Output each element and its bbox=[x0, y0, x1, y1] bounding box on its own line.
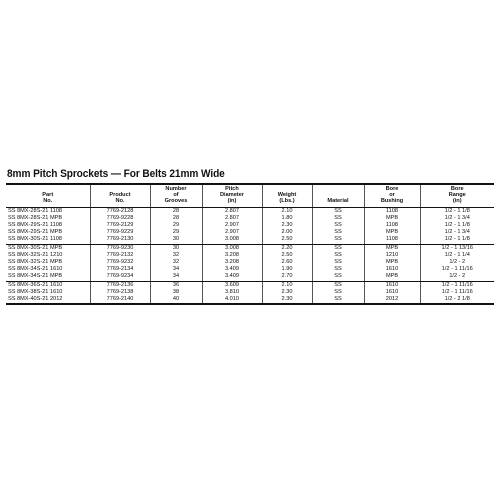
pitch-diameter-cell: 3.008 bbox=[202, 244, 262, 252]
product-no-cell: 7769-2128 bbox=[90, 207, 150, 215]
grooves-cell: 36 bbox=[150, 281, 202, 289]
pitch-diameter-cell: 3.609 bbox=[202, 281, 262, 289]
material-cell: SS bbox=[312, 296, 364, 304]
header-line: (in) bbox=[452, 198, 462, 205]
header-line: of bbox=[173, 192, 179, 199]
part-no-cell: SS 8MX-34S-21 MPB bbox=[6, 273, 90, 281]
product-no-cell: 7769-2140 bbox=[90, 296, 150, 304]
header-line: No. bbox=[115, 198, 125, 205]
bore-cell: 1108 bbox=[364, 207, 420, 215]
bore-range-cell: 1/2 - 1 3/4 bbox=[420, 229, 494, 236]
bore-range-cell: 1/2 - 2 bbox=[420, 259, 494, 266]
table-body bbox=[6, 207, 494, 304]
header-line: Number bbox=[165, 186, 187, 192]
header-line: Material bbox=[327, 198, 349, 205]
bore-range-cell: 1/2 - 2 1/8 bbox=[420, 296, 494, 304]
bore-cell: 1210 bbox=[364, 252, 420, 259]
header-line: Part bbox=[42, 192, 54, 199]
weight-cell: 2.30 bbox=[262, 289, 312, 296]
weight-cell: 2.20 bbox=[262, 244, 312, 252]
part-no-cell: SS 8MX-40S-21 2012 bbox=[6, 296, 90, 304]
table-row bbox=[6, 215, 494, 222]
grooves-cell: 28 bbox=[150, 215, 202, 222]
part-no-cell: SS 8MX-30S-21 MPB bbox=[6, 244, 90, 252]
bore-cell: 1610 bbox=[364, 266, 420, 273]
part-no-cell: SS 8MX-34S-21 1610 bbox=[6, 266, 90, 273]
product-no-cell: 7769-9230 bbox=[90, 244, 150, 252]
product-no-cell: 7769-9229 bbox=[90, 229, 150, 236]
part-no-cell: SS 8MX-36S-21 1610 bbox=[6, 281, 90, 289]
header-line: Weight bbox=[277, 192, 297, 199]
pitch-diameter-cell: 2.907 bbox=[202, 229, 262, 236]
bore-range-cell: 1/2 - 1 1/8 bbox=[420, 222, 494, 229]
part-no-cell: SS 8MX-28S-21 MPB bbox=[6, 215, 90, 222]
weight-cell: 2.10 bbox=[262, 281, 312, 289]
part-no-cell: SS 8MX-38S-21 1610 bbox=[6, 289, 90, 296]
header-line: Bore bbox=[385, 186, 399, 192]
header-bore-or-bushing bbox=[364, 184, 420, 207]
table-header-row bbox=[6, 184, 494, 207]
bore-cell: MPB bbox=[364, 273, 420, 281]
table-row bbox=[6, 266, 494, 273]
sprocket-spec-table bbox=[6, 183, 494, 305]
header-line: Bore bbox=[450, 186, 464, 192]
material-cell: SS bbox=[312, 281, 364, 289]
grooves-cell: 38 bbox=[150, 289, 202, 296]
bore-cell: 1610 bbox=[364, 281, 420, 289]
header-line: Pitch bbox=[225, 186, 239, 192]
grooves-cell: 28 bbox=[150, 207, 202, 215]
grooves-cell: 29 bbox=[150, 222, 202, 229]
table-row bbox=[6, 229, 494, 236]
part-no-cell: SS 8MX-32S-21 MPB bbox=[6, 259, 90, 266]
material-cell: SS bbox=[312, 252, 364, 259]
bore-range-cell: 1/2 - 1 1/4 bbox=[420, 252, 494, 259]
grooves-cell: 32 bbox=[150, 252, 202, 259]
bore-range-cell: 1/2 - 1 11/16 bbox=[420, 266, 494, 273]
header-product-no bbox=[90, 184, 150, 207]
material-cell: SS bbox=[312, 259, 364, 266]
material-cell: SS bbox=[312, 236, 364, 244]
header-bore-range bbox=[420, 184, 494, 207]
weight-cell: 2.70 bbox=[262, 273, 312, 281]
header-line: Range bbox=[448, 192, 466, 199]
material-cell: SS bbox=[312, 215, 364, 222]
product-no-cell: 7769-2134 bbox=[90, 266, 150, 273]
pitch-diameter-cell: 3.008 bbox=[202, 236, 262, 244]
weight-cell: 2.50 bbox=[262, 236, 312, 244]
grooves-cell: 30 bbox=[150, 244, 202, 252]
grooves-cell: 34 bbox=[150, 273, 202, 281]
sprocket-spec-document bbox=[6, 168, 494, 305]
grooves-cell: 34 bbox=[150, 266, 202, 273]
bore-cell: 2012 bbox=[364, 296, 420, 304]
weight-cell: 2.10 bbox=[262, 207, 312, 215]
product-no-cell: 7769-2138 bbox=[90, 289, 150, 296]
bore-cell: 1108 bbox=[364, 222, 420, 229]
material-cell: SS bbox=[312, 244, 364, 252]
table-row bbox=[6, 207, 494, 215]
header-part-no bbox=[6, 184, 90, 207]
material-cell: SS bbox=[312, 273, 364, 281]
table-row bbox=[6, 222, 494, 229]
weight-cell: 1.90 bbox=[262, 266, 312, 273]
bore-range-cell: 1/2 - 1 3/4 bbox=[420, 215, 494, 222]
material-cell: SS bbox=[312, 207, 364, 215]
product-no-cell: 7769-2132 bbox=[90, 252, 150, 259]
table-row bbox=[6, 273, 494, 281]
header-pitch-diameter bbox=[202, 184, 262, 207]
table-row bbox=[6, 281, 494, 289]
bore-range-cell: 1/2 - 1 11/16 bbox=[420, 289, 494, 296]
product-no-cell: 7769-9232 bbox=[90, 259, 150, 266]
material-cell: SS bbox=[312, 289, 364, 296]
bore-cell: MPB bbox=[364, 229, 420, 236]
weight-cell: 2.30 bbox=[262, 296, 312, 304]
pitch-diameter-cell: 2.907 bbox=[202, 222, 262, 229]
bore-range-cell: 1/2 - 2 bbox=[420, 273, 494, 281]
table-row bbox=[6, 244, 494, 252]
bore-range-cell: 1/2 - 1 13/16 bbox=[420, 244, 494, 252]
table-row bbox=[6, 252, 494, 259]
grooves-cell: 30 bbox=[150, 236, 202, 244]
header-line: Diameter bbox=[220, 192, 244, 199]
header-line: or bbox=[389, 192, 395, 199]
product-no-cell: 7769-2136 bbox=[90, 281, 150, 289]
bore-cell: MPB bbox=[364, 244, 420, 252]
product-no-cell: 7769-9228 bbox=[90, 215, 150, 222]
document-title: 8mm Pitch Sprockets — For Belts 21mm Wide bbox=[7, 168, 225, 180]
material-cell: SS bbox=[312, 222, 364, 229]
part-no-cell: SS 8MX-29S-21 1108 bbox=[6, 222, 90, 229]
bore-cell: 1108 bbox=[364, 236, 420, 244]
header-weight bbox=[262, 184, 312, 207]
pitch-diameter-cell: 3.810 bbox=[202, 289, 262, 296]
product-no-cell: 7769-9234 bbox=[90, 273, 150, 281]
bore-range-cell: 1/2 - 1 11/16 bbox=[420, 281, 494, 289]
header-number-of-grooves bbox=[150, 184, 202, 207]
table-row bbox=[6, 259, 494, 266]
part-no-cell: SS 8MX-30S-21 1108 bbox=[6, 236, 90, 244]
pitch-diameter-cell: 3.208 bbox=[202, 259, 262, 266]
header-line: Product bbox=[109, 192, 131, 199]
pitch-diameter-cell: 2.807 bbox=[202, 215, 262, 222]
weight-cell: 2.30 bbox=[262, 222, 312, 229]
material-cell: SS bbox=[312, 266, 364, 273]
weight-cell: 2.60 bbox=[262, 259, 312, 266]
product-no-cell: 7769-2129 bbox=[90, 222, 150, 229]
pitch-diameter-cell: 4.010 bbox=[202, 296, 262, 304]
pitch-diameter-cell: 2.807 bbox=[202, 207, 262, 215]
part-no-cell: SS 8MX-32S-21 1210 bbox=[6, 252, 90, 259]
bore-range-cell: 1/2 - 1 1/8 bbox=[420, 236, 494, 244]
pitch-diameter-cell: 3.409 bbox=[202, 266, 262, 273]
weight-cell: 1.80 bbox=[262, 215, 312, 222]
header-line: Bushing bbox=[380, 198, 404, 205]
bore-cell: MPB bbox=[364, 259, 420, 266]
header-line: (in) bbox=[227, 198, 237, 205]
header-material bbox=[312, 184, 364, 207]
pitch-diameter-cell: 3.208 bbox=[202, 252, 262, 259]
grooves-cell: 32 bbox=[150, 259, 202, 266]
grooves-cell: 40 bbox=[150, 296, 202, 304]
bore-cell: 1610 bbox=[364, 289, 420, 296]
table-row bbox=[6, 289, 494, 296]
grooves-cell: 29 bbox=[150, 229, 202, 236]
part-no-cell: SS 8MX-28S-21 1108 bbox=[6, 207, 90, 215]
pitch-diameter-cell: 3.409 bbox=[202, 273, 262, 281]
material-cell: SS bbox=[312, 229, 364, 236]
weight-cell: 2.00 bbox=[262, 229, 312, 236]
table-row bbox=[6, 296, 494, 304]
weight-cell: 2.50 bbox=[262, 252, 312, 259]
table-row bbox=[6, 236, 494, 244]
bore-range-cell: 1/2 - 1 1/8 bbox=[420, 207, 494, 215]
part-no-cell: SS 8MX-29S-21 MPB bbox=[6, 229, 90, 236]
product-no-cell: 7769-2130 bbox=[90, 236, 150, 244]
header-line: (Lbs.) bbox=[279, 198, 295, 205]
header-line: Grooves bbox=[164, 198, 188, 205]
bore-cell: MPB bbox=[364, 215, 420, 222]
header-line: No. bbox=[43, 198, 53, 205]
